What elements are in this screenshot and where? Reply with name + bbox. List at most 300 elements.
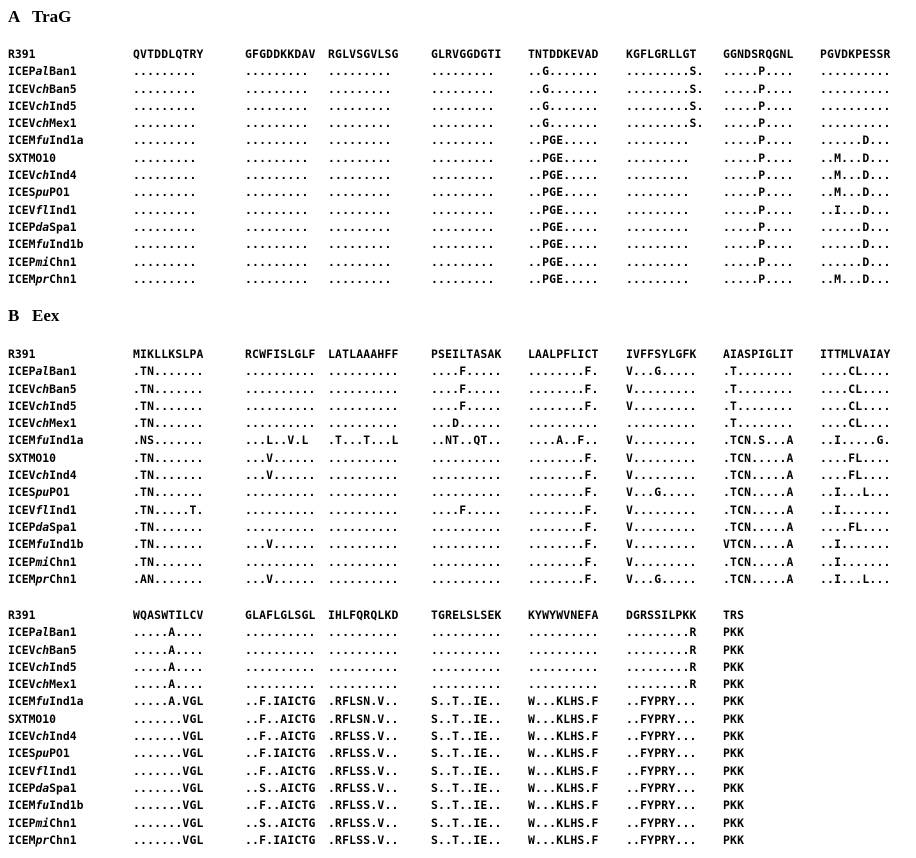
panel-letter: A bbox=[8, 7, 21, 26]
residue-block: ...V...... bbox=[245, 468, 316, 483]
residue-block: ......... bbox=[245, 64, 309, 79]
residue-block: .RFLSS.V.. bbox=[328, 746, 399, 761]
residue-block: ....F..... bbox=[431, 364, 502, 379]
residue-block: ..G....... bbox=[528, 64, 599, 79]
residue-block: .TCN.....A bbox=[723, 571, 794, 586]
panel-title: TraG bbox=[32, 7, 72, 26]
residue-block: .......... bbox=[431, 519, 502, 534]
residue-block: ......... bbox=[626, 150, 690, 165]
residue-block: RCWFISLGLF bbox=[245, 347, 316, 361]
residue-block: ..S..AICTG bbox=[245, 780, 316, 795]
residue-block: ......... bbox=[133, 219, 197, 234]
residue-block: V......... bbox=[626, 554, 697, 569]
residue-block: ......... bbox=[245, 116, 309, 131]
sequence-name: ICEVchInd4 bbox=[8, 468, 77, 483]
residue-block: ..I....... bbox=[820, 502, 891, 517]
residue-block: .........R bbox=[626, 659, 697, 674]
residue-block: LAALPFLICT bbox=[528, 347, 599, 361]
residue-block: S..T..IE.. bbox=[431, 832, 502, 847]
residue-block: ......... bbox=[328, 64, 392, 79]
residue-block: .....A.... bbox=[133, 677, 204, 692]
residue-block: ...L..V.L bbox=[245, 433, 309, 448]
residue-block: .....A.VGL bbox=[133, 694, 204, 709]
residue-block: .RFLSS.V.. bbox=[328, 832, 399, 847]
residue-block: V......... bbox=[626, 519, 697, 534]
sequence-name: ICEVchMex1 bbox=[8, 416, 77, 431]
residue-block: ..M...D... bbox=[820, 168, 891, 183]
sequence-name: ICEVchInd5 bbox=[8, 98, 77, 113]
sequence-name: ICEVchInd4 bbox=[8, 729, 77, 744]
residue-block: RGLVSGVLSG bbox=[328, 47, 399, 61]
residue-block: .TN....... bbox=[133, 398, 204, 413]
residue-block: .......... bbox=[328, 416, 399, 431]
residue-block: ......... bbox=[328, 254, 392, 269]
residue-block: ......... bbox=[133, 133, 197, 148]
residue-block: ......... bbox=[431, 254, 495, 269]
residue-block: .......... bbox=[245, 519, 316, 534]
residue-block: ......... bbox=[133, 254, 197, 269]
residue-block: ...V...... bbox=[245, 450, 316, 465]
panel-letter: B bbox=[8, 306, 20, 325]
residue-block: S..T..IE.. bbox=[431, 780, 502, 795]
residue-block: ......... bbox=[328, 81, 392, 96]
residue-block: .......... bbox=[245, 398, 316, 413]
residue-block: ..I....... bbox=[820, 537, 891, 552]
residue-block: .......... bbox=[245, 642, 316, 657]
sequence-name: ICEVchMex1 bbox=[8, 116, 77, 131]
residue-block: .......VGL bbox=[133, 746, 204, 761]
residue-block: .TN....... bbox=[133, 416, 204, 431]
residue-block: PKK bbox=[723, 625, 745, 640]
residue-block: ..FYPRY... bbox=[626, 711, 697, 726]
residue-block: ..I...L... bbox=[820, 485, 891, 500]
sequence-name: ICEPalBan1 bbox=[8, 64, 77, 79]
residue-block: S..T..IE.. bbox=[431, 798, 502, 813]
residue-block: S..T..IE.. bbox=[431, 729, 502, 744]
residue-block: .......... bbox=[431, 625, 502, 640]
residue-block: ......... bbox=[431, 168, 495, 183]
residue-block: .......... bbox=[245, 502, 316, 517]
residue-block: .....P.... bbox=[723, 150, 794, 165]
residue-block: .....A.... bbox=[133, 625, 204, 640]
residue-block: ..PGE..... bbox=[528, 254, 599, 269]
residue-block: .RFLSS.V.. bbox=[328, 729, 399, 744]
residue-block: .......... bbox=[328, 642, 399, 657]
residue-block: .TN....... bbox=[133, 450, 204, 465]
residue-block: .TN....... bbox=[133, 554, 204, 569]
residue-block: ......... bbox=[328, 237, 392, 252]
sequence-name: SXTMO10 bbox=[8, 450, 57, 465]
residue-block: ..FYPRY... bbox=[626, 832, 697, 847]
residue-block: ......D... bbox=[820, 133, 891, 148]
residue-block: IVFFSYLGFK bbox=[626, 347, 697, 361]
residue-block: ..M...D... bbox=[820, 150, 891, 165]
residue-block: ........F. bbox=[528, 519, 599, 534]
residue-block: ......... bbox=[245, 150, 309, 165]
residue-block: ..FYPRY... bbox=[626, 780, 697, 795]
residue-block: .......... bbox=[328, 537, 399, 552]
residue-block: .RFLSS.V.. bbox=[328, 798, 399, 813]
residue-block: S..T..IE.. bbox=[431, 763, 502, 778]
residue-block: LATLAAAHFF bbox=[328, 347, 399, 361]
residue-block: ......... bbox=[245, 81, 309, 96]
residue-block: .......... bbox=[245, 659, 316, 674]
residue-block: .TN....... bbox=[133, 485, 204, 500]
residue-block: W...KLHS.F bbox=[528, 798, 599, 813]
residue-block: .......... bbox=[820, 116, 891, 131]
residue-block: ..PGE..... bbox=[528, 133, 599, 148]
residue-block: .T........ bbox=[723, 381, 794, 396]
residue-block: .......... bbox=[328, 571, 399, 586]
residue-block: .....P.... bbox=[723, 64, 794, 79]
sequence-name: ICEPdaSpa1 bbox=[8, 519, 77, 534]
residue-block: ......... bbox=[328, 116, 392, 131]
sequence-name: ICEMfuInd1b bbox=[8, 537, 84, 552]
residue-block: S..T..IE.. bbox=[431, 694, 502, 709]
residue-block: .T........ bbox=[723, 398, 794, 413]
residue-block: ......... bbox=[626, 254, 690, 269]
residue-block: .TN....... bbox=[133, 537, 204, 552]
residue-block: ......... bbox=[133, 185, 197, 200]
residue-block: ..G....... bbox=[528, 81, 599, 96]
residue-block: ......... bbox=[431, 64, 495, 79]
residue-block: .......... bbox=[328, 485, 399, 500]
residue-block: ......... bbox=[431, 98, 495, 113]
residue-block: W...KLHS.F bbox=[528, 832, 599, 847]
residue-block: S..T..IE.. bbox=[431, 746, 502, 761]
residue-block: .........S. bbox=[626, 81, 704, 96]
residue-block: ......... bbox=[133, 237, 197, 252]
residue-block: .......... bbox=[626, 416, 697, 431]
residue-block: .......... bbox=[328, 381, 399, 396]
residue-block: ......... bbox=[626, 271, 690, 286]
residue-block: W...KLHS.F bbox=[528, 763, 599, 778]
residue-block: ..FYPRY... bbox=[626, 798, 697, 813]
sequence-name: ICEPdaSpa1 bbox=[8, 219, 77, 234]
residue-block: .......VGL bbox=[133, 711, 204, 726]
sequence-name: ICEPmiChn1 bbox=[8, 815, 77, 830]
residue-block: ......... bbox=[328, 185, 392, 200]
residue-block: .......... bbox=[328, 625, 399, 640]
sequence-name: ICESpuPO1 bbox=[8, 485, 70, 500]
residue-block: ........F. bbox=[528, 398, 599, 413]
residue-block: V......... bbox=[626, 450, 697, 465]
residue-block: ITTMLVAIAY bbox=[820, 347, 891, 361]
residue-block: VTCN.....A bbox=[723, 537, 794, 552]
residue-block: .........S. bbox=[626, 116, 704, 131]
residue-block: .TCN.....A bbox=[723, 468, 794, 483]
sequence-name: ICESpuPO1 bbox=[8, 746, 70, 761]
sequence-name: ICEMfuInd1a bbox=[8, 133, 84, 148]
sequence-name: ICEMfuInd1a bbox=[8, 694, 84, 709]
residue-block: .....P.... bbox=[723, 98, 794, 113]
panel-label-b bbox=[8, 307, 59, 325]
residue-block: ...V...... bbox=[245, 537, 316, 552]
sequence-name: ICEVchInd4 bbox=[8, 168, 77, 183]
residue-block: .......... bbox=[528, 659, 599, 674]
residue-block: .......VGL bbox=[133, 815, 204, 830]
residue-block: .........R bbox=[626, 642, 697, 657]
residue-block: .......... bbox=[820, 64, 891, 79]
residue-block: ....CL.... bbox=[820, 416, 891, 431]
residue-block: .TCN.....A bbox=[723, 450, 794, 465]
residue-block: PKK bbox=[723, 798, 745, 813]
residue-block: V...G..... bbox=[626, 485, 697, 500]
sequence-name: ICEPalBan1 bbox=[8, 625, 77, 640]
residue-block: ......... bbox=[245, 168, 309, 183]
residue-block: .....P.... bbox=[723, 219, 794, 234]
residue-block: .AN....... bbox=[133, 571, 204, 586]
residue-block: .RFLSS.V.. bbox=[328, 815, 399, 830]
residue-block: ..PGE..... bbox=[528, 150, 599, 165]
residue-block: V......... bbox=[626, 502, 697, 517]
residue-block: ......... bbox=[431, 133, 495, 148]
residue-block: ..I...D... bbox=[820, 202, 891, 217]
residue-block: ........F. bbox=[528, 381, 599, 396]
residue-block: .TCN.....A bbox=[723, 554, 794, 569]
residue-block: .NS....... bbox=[133, 433, 204, 448]
residue-block: V......... bbox=[626, 433, 697, 448]
residue-block: .....P.... bbox=[723, 168, 794, 183]
residue-block: ....FL.... bbox=[820, 519, 891, 534]
residue-block: .TN....... bbox=[133, 519, 204, 534]
residue-block: .TN....... bbox=[133, 468, 204, 483]
residue-block: .......VGL bbox=[133, 798, 204, 813]
residue-block: .....A.... bbox=[133, 659, 204, 674]
residue-block: GFGDDKKDAV bbox=[245, 47, 316, 61]
residue-block: ..PGE..... bbox=[528, 202, 599, 217]
residue-block: ..PGE..... bbox=[528, 185, 599, 200]
residue-block: ......... bbox=[431, 81, 495, 96]
residue-block: ..PGE..... bbox=[528, 237, 599, 252]
residue-block: ..FYPRY... bbox=[626, 694, 697, 709]
residue-block: .......... bbox=[245, 554, 316, 569]
residue-block: S..T..IE.. bbox=[431, 711, 502, 726]
residue-block: .......... bbox=[328, 398, 399, 413]
residue-block: PKK bbox=[723, 642, 745, 657]
residue-block: V...G..... bbox=[626, 364, 697, 379]
residue-block: .TN.....T. bbox=[133, 502, 204, 517]
sequence-name: ICEPmiChn1 bbox=[8, 554, 77, 569]
residue-block: ......... bbox=[328, 150, 392, 165]
residue-block: .......... bbox=[328, 468, 399, 483]
residue-block: .......... bbox=[328, 659, 399, 674]
residue-block: .....P.... bbox=[723, 202, 794, 217]
residue-block: AIASPIGLIT bbox=[723, 347, 794, 361]
residue-block: KYWYWVNEFA bbox=[528, 608, 599, 622]
residue-block: ..I....... bbox=[820, 554, 891, 569]
sequence-name: R391 bbox=[8, 347, 36, 361]
residue-block: W...KLHS.F bbox=[528, 746, 599, 761]
residue-block: ....A..F.. bbox=[528, 433, 599, 448]
residue-block: ......... bbox=[133, 202, 197, 217]
residue-block: .......... bbox=[245, 364, 316, 379]
sequence-name: ICESpuPO1 bbox=[8, 185, 70, 200]
residue-block: WQASWTILCV bbox=[133, 608, 204, 622]
residue-block: .....P.... bbox=[723, 271, 794, 286]
residue-block: TRS bbox=[723, 608, 745, 622]
residue-block: IHLFQRQLKD bbox=[328, 608, 399, 622]
residue-block: PKK bbox=[723, 729, 745, 744]
residue-block: PKK bbox=[723, 746, 745, 761]
residue-block: ..PGE..... bbox=[528, 219, 599, 234]
residue-block: ........F. bbox=[528, 537, 599, 552]
residue-block: ...V...... bbox=[245, 571, 316, 586]
residue-block: .......... bbox=[328, 450, 399, 465]
residue-block: ....CL.... bbox=[820, 364, 891, 379]
residue-block: V......... bbox=[626, 381, 697, 396]
residue-block: .........R bbox=[626, 625, 697, 640]
residue-block: ......... bbox=[133, 81, 197, 96]
residue-block: V......... bbox=[626, 398, 697, 413]
residue-block: W...KLHS.F bbox=[528, 780, 599, 795]
residue-block: .......VGL bbox=[133, 832, 204, 847]
residue-block: .......VGL bbox=[133, 729, 204, 744]
residue-block: .......... bbox=[528, 677, 599, 692]
residue-block: .....A.... bbox=[133, 642, 204, 657]
residue-block: ..I...L... bbox=[820, 571, 891, 586]
sequence-name: ICEVchBan5 bbox=[8, 81, 77, 96]
residue-block: ..FYPRY... bbox=[626, 763, 697, 778]
residue-block: V......... bbox=[626, 468, 697, 483]
residue-block: ......... bbox=[133, 150, 197, 165]
residue-block: KGFLGRLLGT bbox=[626, 47, 697, 61]
residue-block: .RFLSN.V.. bbox=[328, 694, 399, 709]
residue-block: ....F..... bbox=[431, 502, 502, 517]
residue-block: .....P.... bbox=[723, 237, 794, 252]
residue-block: .......... bbox=[245, 485, 316, 500]
residue-block: .RFLSN.V.. bbox=[328, 711, 399, 726]
residue-block: ....CL.... bbox=[820, 381, 891, 396]
residue-block: TNTDDKEVAD bbox=[528, 47, 599, 61]
residue-block: .......... bbox=[431, 677, 502, 692]
sequence-name: R391 bbox=[8, 47, 36, 61]
residue-block: QVTDDLQTRY bbox=[133, 47, 204, 61]
residue-block: .....P.... bbox=[723, 133, 794, 148]
residue-block: ........F. bbox=[528, 502, 599, 517]
residue-block: .......... bbox=[820, 81, 891, 96]
residue-block: ......... bbox=[245, 254, 309, 269]
sequence-name: ICEVchMex1 bbox=[8, 677, 77, 692]
residue-block: .......... bbox=[431, 537, 502, 552]
residue-block: S..T..IE.. bbox=[431, 815, 502, 830]
residue-block: TGRELSLSEK bbox=[431, 608, 502, 622]
residue-block: .......... bbox=[245, 381, 316, 396]
residue-block: ..G....... bbox=[528, 98, 599, 113]
sequence-name: R391 bbox=[8, 608, 36, 622]
residue-block: .......... bbox=[245, 677, 316, 692]
residue-block: .TCN.....A bbox=[723, 485, 794, 500]
residue-block: ..FYPRY... bbox=[626, 746, 697, 761]
residue-block: ..F.IAICTG bbox=[245, 832, 316, 847]
residue-block: V...G..... bbox=[626, 571, 697, 586]
residue-block: ....FL.... bbox=[820, 450, 891, 465]
residue-block: ........F. bbox=[528, 554, 599, 569]
residue-block: W...KLHS.F bbox=[528, 694, 599, 709]
residue-block: ........F. bbox=[528, 485, 599, 500]
residue-block: ......... bbox=[328, 271, 392, 286]
residue-block: ..F.IAICTG bbox=[245, 746, 316, 761]
residue-block: .......... bbox=[245, 625, 316, 640]
residue-block: ......... bbox=[133, 98, 197, 113]
residue-block: .......... bbox=[820, 98, 891, 113]
residue-block: ..FYPRY... bbox=[626, 729, 697, 744]
residue-block: .........S. bbox=[626, 98, 704, 113]
residue-block: ......... bbox=[431, 116, 495, 131]
residue-block: ......... bbox=[431, 185, 495, 200]
residue-block: DGRSSILPKK bbox=[626, 608, 697, 622]
sequence-name: ICEVflInd1 bbox=[8, 502, 77, 517]
residue-block: .TCN.....A bbox=[723, 519, 794, 534]
residue-block: ..F..AICTG bbox=[245, 763, 316, 778]
residue-block: ......... bbox=[245, 185, 309, 200]
residue-block: ......... bbox=[133, 271, 197, 286]
residue-block: W...KLHS.F bbox=[528, 815, 599, 830]
sequence-name: SXTMO10 bbox=[8, 150, 57, 165]
residue-block: ..NT..QT.. bbox=[431, 433, 502, 448]
residue-block: ..G....... bbox=[528, 116, 599, 131]
residue-block: .......... bbox=[328, 554, 399, 569]
residue-block: ......... bbox=[431, 271, 495, 286]
residue-block: PKK bbox=[723, 677, 745, 692]
residue-block: ..M...D... bbox=[820, 271, 891, 286]
residue-block: .......... bbox=[328, 519, 399, 534]
residue-block: ......... bbox=[245, 133, 309, 148]
residue-block: .......VGL bbox=[133, 763, 204, 778]
residue-block: .T...T...L bbox=[328, 433, 399, 448]
residue-block: .T........ bbox=[723, 416, 794, 431]
residue-block: ......... bbox=[133, 64, 197, 79]
residue-block: ......... bbox=[328, 168, 392, 183]
residue-block: ......... bbox=[328, 219, 392, 234]
sequence-name: ICEVchInd5 bbox=[8, 659, 77, 674]
sequence-name: ICEVchBan5 bbox=[8, 642, 77, 657]
residue-block: GLRVGGDGTI bbox=[431, 47, 502, 61]
residue-block: .T........ bbox=[723, 364, 794, 379]
sequence-name: ICEVflInd1 bbox=[8, 202, 77, 217]
residue-block: .......... bbox=[431, 642, 502, 657]
residue-block: ......... bbox=[245, 202, 309, 217]
residue-block: ........F. bbox=[528, 364, 599, 379]
sequence-name: ICEMfuInd1b bbox=[8, 798, 84, 813]
residue-block: ......... bbox=[245, 271, 309, 286]
residue-block: .......... bbox=[528, 416, 599, 431]
residue-block: ....CL.... bbox=[820, 398, 891, 413]
residue-block: ......... bbox=[431, 237, 495, 252]
residue-block: ..F..AICTG bbox=[245, 798, 316, 813]
residue-block: .......... bbox=[431, 571, 502, 586]
residue-block: ......... bbox=[133, 116, 197, 131]
residue-block: ........F. bbox=[528, 571, 599, 586]
residue-block: ......... bbox=[328, 133, 392, 148]
residue-block: ..FYPRY... bbox=[626, 815, 697, 830]
residue-block: PKK bbox=[723, 815, 745, 830]
residue-block: .TN....... bbox=[133, 381, 204, 396]
sequence-name: ICEMprChn1 bbox=[8, 571, 77, 586]
residue-block: ......... bbox=[328, 98, 392, 113]
residue-block: .....P.... bbox=[723, 254, 794, 269]
residue-block: .........R bbox=[626, 677, 697, 692]
residue-block: .......... bbox=[528, 625, 599, 640]
residue-block: ......D... bbox=[820, 254, 891, 269]
residue-block: ........F. bbox=[528, 468, 599, 483]
residue-block: .......... bbox=[328, 364, 399, 379]
residue-block: ......... bbox=[431, 150, 495, 165]
residue-block: ......D... bbox=[820, 219, 891, 234]
residue-block: GLAFLGLSGL bbox=[245, 608, 316, 622]
sequence-name: ICEPmiChn1 bbox=[8, 254, 77, 269]
sequence-name: ICEMprChn1 bbox=[8, 832, 77, 847]
